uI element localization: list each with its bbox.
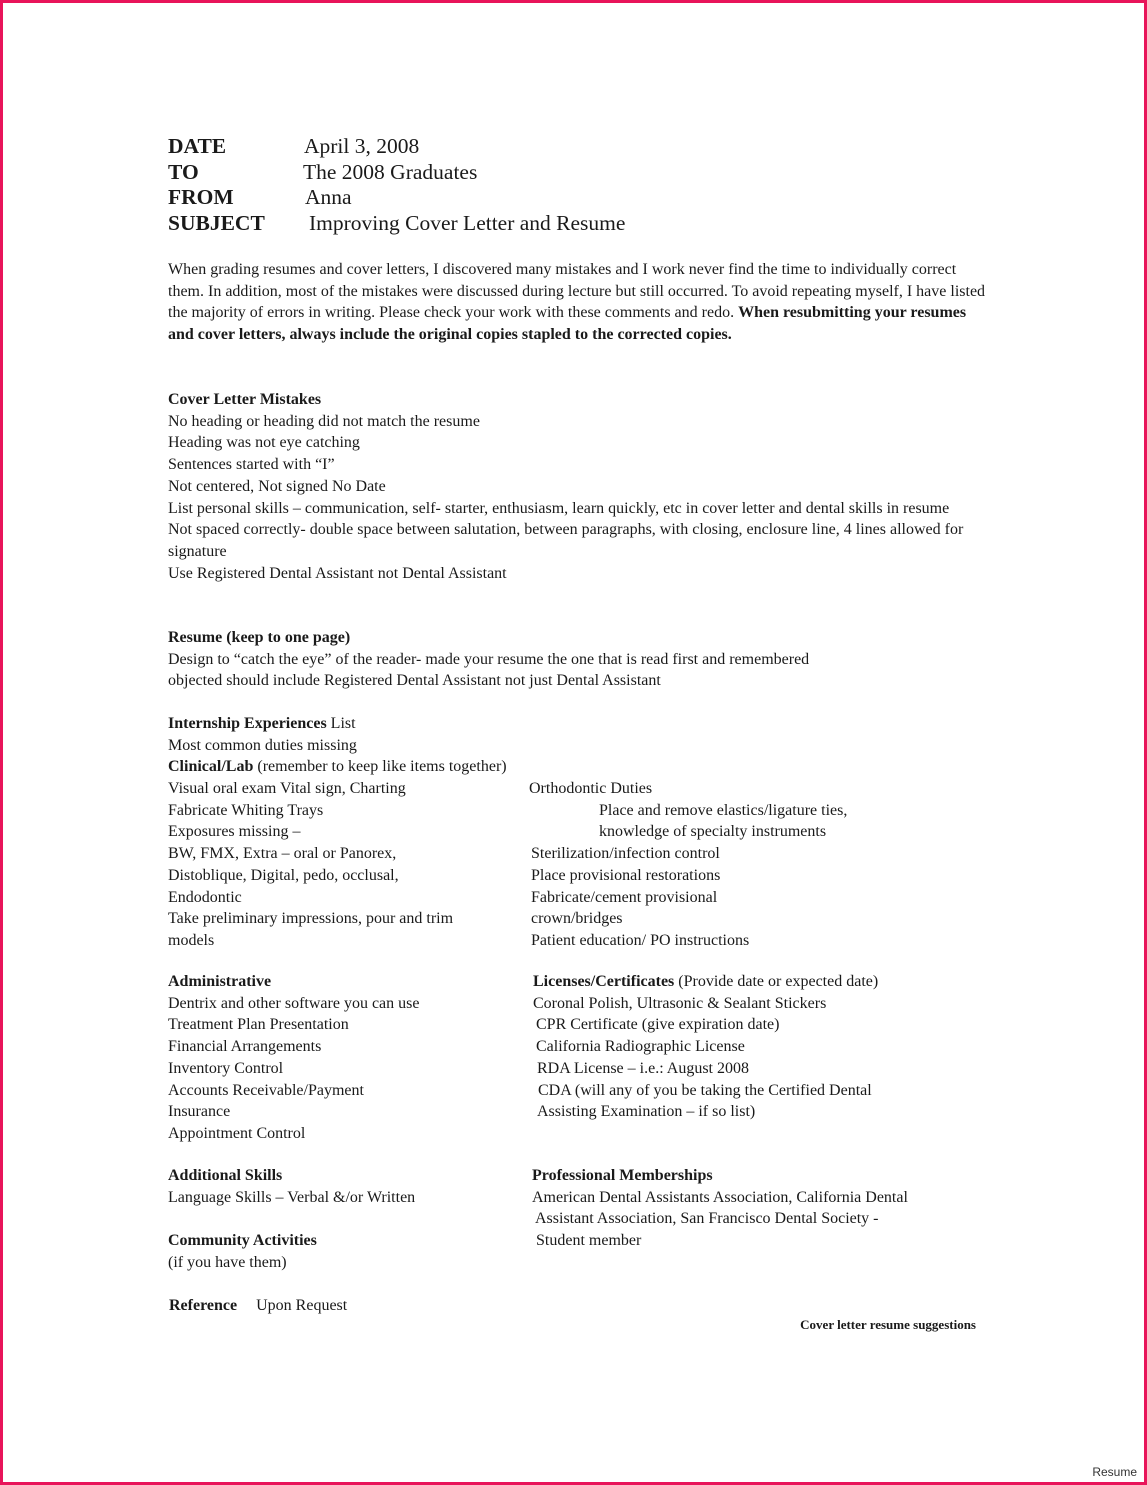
list-item: Exposures missing – [168, 823, 301, 841]
list-item: Endodontic [168, 888, 242, 906]
licenses-heading-suffix: (Provide date or expected date) [674, 973, 879, 990]
list-item: Patient education/ PO instructions [531, 931, 750, 949]
list-item: RDA License – i.e.: August 2008 [537, 1059, 749, 1077]
list-item: Place provisional restorations [531, 866, 721, 884]
footer-caption: Cover letter resume suggestions [800, 1317, 976, 1332]
list-item: Design to “catch the eye” of the reader- made your resume the one that is read first and remembered [168, 650, 810, 668]
licenses-heading: Licenses/Certificates [533, 973, 675, 990]
list-item: crown/bridges [531, 910, 623, 928]
clinical-left-column [168, 778, 453, 952]
orthodontic-duties-heading: Orthodontic Duties [529, 780, 653, 797]
memo-subject-value: Improving Cover Letter and Resume [309, 210, 626, 235]
list-item: Heading was not eye catching [168, 434, 360, 452]
list-item: Fabricate/cement provisional [531, 888, 718, 906]
list-item: Visual oral exam Vital sign, Charting [168, 780, 406, 797]
list-item: Coronal Polish, Ultrasonic & Sealant Stickers [533, 994, 827, 1012]
list-item: Use Registered Dental Assistant not Dental Assistant [168, 564, 507, 582]
list-item: Assistant Association, San Francisco Dental Society - [535, 1210, 879, 1228]
additional-skills-section [168, 1165, 415, 1208]
additional-skills-heading: Additional Skills [168, 1167, 283, 1184]
resume-section [168, 627, 983, 692]
professional-memberships-heading: Professional Memberships [532, 1167, 713, 1184]
reference-section [169, 1295, 347, 1317]
resume-heading: Resume (keep to one page) [168, 629, 351, 646]
list-item: Assisting Examination – if so list) [537, 1103, 756, 1121]
list-item: BW, FMX, Extra – oral or Panorex, [168, 845, 397, 863]
corner-label: Resume [1092, 1465, 1137, 1479]
administrative-section [168, 971, 419, 1145]
cover-letter-mistakes-heading: Cover Letter Mistakes [168, 391, 322, 408]
list-item: objected should include Registered Dental Assistant not just Dental Assistant [168, 672, 661, 690]
list-item: Insurance [168, 1103, 231, 1121]
memo-subject-label: SUBJECT [168, 210, 265, 235]
professional-memberships-section [532, 1165, 908, 1252]
list-item: Appointment Control [168, 1124, 306, 1142]
list-item: Inventory Control [168, 1059, 284, 1077]
list-item: American Dental Assistants Association, California Dental [532, 1188, 908, 1206]
memo-to-value: The 2008 Graduates [303, 159, 478, 184]
list-item: models [168, 931, 215, 949]
memo-to-label: TO [168, 159, 199, 184]
list-item: California Radiographic License [536, 1038, 745, 1056]
list-item: Place and remove elastics/ligature ties, [599, 801, 848, 819]
clinical-lab-suffix: (remember to keep like items together) [253, 758, 507, 776]
internship-section [168, 713, 507, 778]
list-item: Student member [536, 1232, 642, 1250]
list-item: Language Skills – Verbal &/or Written [168, 1188, 416, 1206]
intro-paragraph [168, 259, 988, 346]
list-item: Financial Arrangements [168, 1038, 322, 1056]
memo-from-label: FROM [168, 185, 234, 209]
clinical-lab-heading: Clinical/Lab [168, 758, 254, 776]
list-item: Not centered, Not signed No Date [168, 477, 386, 495]
list-item: CPR Certificate (give expiration date) [536, 1016, 780, 1034]
intro-text: When grading resumes and cover letters, I discovered many mistakes and I work never find the time to individually correct them. In addition, most of the mistakes were discussed during lecture but still occurred. To avoid repeating myself, I have listed the majority of errors in writing. Please check your work with these comments and redo. [168, 261, 986, 322]
memo-from-value: Anna [305, 185, 352, 209]
licenses-section [533, 971, 878, 1123]
cover-letter-mistakes-section [168, 389, 983, 584]
list-item: No heading or heading did not match the resume [168, 412, 480, 430]
reference-heading: Reference [169, 1297, 238, 1314]
list-item: Sterilization/infection control [531, 845, 720, 863]
list-item: Distoblique, Digital, pedo, occlusal, [168, 866, 399, 884]
intro-bold-text: When resubmitting your resumes and cover letters, always include the original copies stapled to the corrected copies. [168, 304, 967, 344]
list-item: Treatment Plan Presentation [168, 1016, 349, 1034]
reference-value: Upon Request [256, 1297, 348, 1314]
list-item: CDA (will any of you be taking the Certified Dental [538, 1081, 872, 1099]
list-item: Dentrix and other software you can use [168, 994, 420, 1012]
list-item: Take preliminary impressions, pour and trim [168, 910, 454, 928]
internship-heading: Internship Experiences [168, 715, 327, 732]
list-item: List personal skills – communication, self- starter, enthusiasm, learn quickly, etc in cover letter and dental skills in resume [168, 499, 950, 517]
clinical-right-column [529, 778, 847, 952]
memo-date-value: April 3, 2008 [304, 134, 420, 158]
list-item: Accounts Receivable/Payment [168, 1081, 364, 1099]
community-activities-heading: Community Activities [168, 1232, 317, 1249]
list-item: Not spaced correctly- double space between salutation, between paragraphs, with closing, enclosure line, 4 lines allowed for signature [168, 521, 964, 560]
internship-heading-suffix: List [326, 715, 356, 732]
list-item: (if you have them) [168, 1253, 287, 1271]
memo-date-label: DATE [168, 134, 227, 158]
list-item: Sentences started with “I” [168, 456, 335, 474]
list-item: Fabricate Whiting Trays [168, 801, 324, 819]
internship-subline: Most common duties missing [168, 736, 357, 754]
administrative-heading: Administrative [168, 973, 272, 990]
community-activities-section [168, 1230, 317, 1273]
list-item: knowledge of specialty instruments [599, 823, 827, 841]
